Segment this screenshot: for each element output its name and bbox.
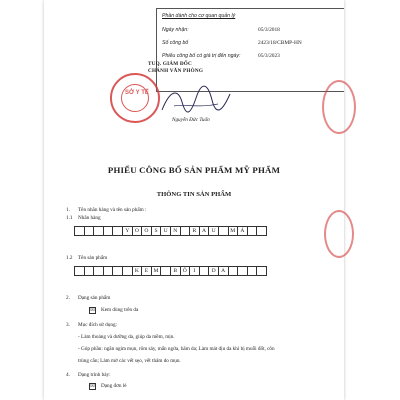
grid-cell: Á (238, 227, 248, 236)
item2-label: Dạng sản phẩm (78, 295, 111, 301)
section-title: THÔNG TIN SẢN PHẨM (156, 191, 232, 198)
grid-cell (113, 227, 123, 236)
grid-cell: A (200, 227, 210, 236)
grid-cell: R (190, 227, 200, 236)
red-seal-stamp (110, 73, 160, 123)
grid-cell (219, 227, 229, 236)
item11-label: Nhãn hàng (78, 215, 101, 221)
brand-name-grid (74, 226, 267, 236)
grid-cell (104, 227, 114, 236)
signature-icon (156, 80, 236, 120)
item4-number: 4. (66, 372, 70, 378)
item4-option: Dạng đơn lẻ (101, 383, 127, 389)
grid-cell (94, 267, 104, 276)
grid-cell: Y (123, 227, 133, 236)
grid-cell (257, 267, 267, 276)
grid-cell (85, 227, 95, 236)
grid-cell (161, 267, 171, 276)
grid-cell: S (152, 227, 162, 236)
document-page (44, 0, 344, 400)
purpose-line-3: trùng cắn; Làm mờ các vết sẹo, vết thâm do mụn. (78, 358, 181, 364)
received-date-value: 05/3/2018 (258, 27, 280, 33)
grid-cell: N (171, 227, 181, 236)
grid-cell (229, 267, 239, 276)
edge-seal-stamp (322, 80, 356, 134)
received-date-label: Ngày nhận: (162, 27, 189, 33)
grid-cell (238, 267, 248, 276)
grid-cell (248, 267, 258, 276)
grid-cell: U (209, 227, 219, 236)
grid-cell (113, 267, 123, 276)
item12-label: Tên sản phẩm (78, 255, 108, 261)
grid-cell: O (133, 227, 143, 236)
item2-option: Kem dùng trên da (101, 307, 139, 313)
checkbox-icon[interactable]: ☒ (90, 384, 95, 389)
announcement-number-label: Số công bố (162, 40, 189, 46)
grid-cell: A (219, 267, 229, 276)
grid-cell: I (190, 267, 200, 276)
item12-number: 1.2 (66, 255, 73, 261)
purpose-line-1: - Làm thoáng và dưỡng da, giúp da mềm, mịn. (78, 334, 175, 340)
item1-number: 1. (66, 207, 70, 213)
grid-cell: Ô (181, 267, 191, 276)
item2-number: 2. (66, 295, 70, 301)
grid-cell (257, 227, 267, 236)
grid-cell (75, 227, 85, 236)
document-title: PHIẾU CÔNG BỐ SẢN PHẨM MỸ PHẨM (107, 165, 281, 175)
authority-box-title: Phần dành cho cơ quan quản lý (162, 13, 236, 19)
edge-seal-stamp-lower (324, 210, 354, 258)
valid-until-label: Phiếu công bố có giá trị đến ngày: (162, 53, 241, 59)
checkbox-icon[interactable]: ☒ (90, 308, 95, 313)
grid-cell: K (133, 267, 143, 276)
item1-label: Tên nhãn hàng và tên sản phẩm : (78, 207, 147, 213)
purpose-line-2: - Góp phần: ngăn ngừa mụn, rôm sảy, mẩn ngứa, hăm da; Làm mát dịu da khi bị muỗi đốt, côn (78, 346, 275, 352)
item4-label: Dạng trình bày: (78, 372, 111, 378)
announcement-number-value: 2423/18/CBMP-HN (258, 40, 302, 46)
grid-cell (181, 227, 191, 236)
valid-until-value: 05/3/2023 (258, 53, 280, 59)
grid-cell: M (229, 227, 239, 236)
grid-cell (75, 267, 85, 276)
grid-cell: M (152, 267, 162, 276)
signing-authority-line2: CHÁNH VĂN PHÒNG (148, 68, 204, 74)
grid-cell: D (209, 267, 219, 276)
item3-label: Mục đích sử dụng: (78, 322, 117, 328)
grid-cell (85, 267, 95, 276)
product-name-grid (74, 266, 267, 276)
item11-number: 1.1 (66, 215, 73, 221)
grid-cell (123, 267, 133, 276)
grid-cell: O (142, 227, 152, 236)
signer-name: Nguyễn Đức Tuấn (172, 117, 210, 123)
grid-cell: B (171, 267, 181, 276)
grid-cell (94, 227, 104, 236)
grid-cell (200, 267, 210, 276)
signing-authority-line1: TUQ. GIÁM ĐỐC (148, 61, 192, 67)
grid-cell: E (142, 267, 152, 276)
grid-cell (104, 267, 114, 276)
grid-cell (248, 227, 258, 236)
grid-cell: U (161, 227, 171, 236)
item3-number: 3. (66, 322, 70, 328)
seal-text: SỞ Y TẾ (125, 90, 149, 96)
